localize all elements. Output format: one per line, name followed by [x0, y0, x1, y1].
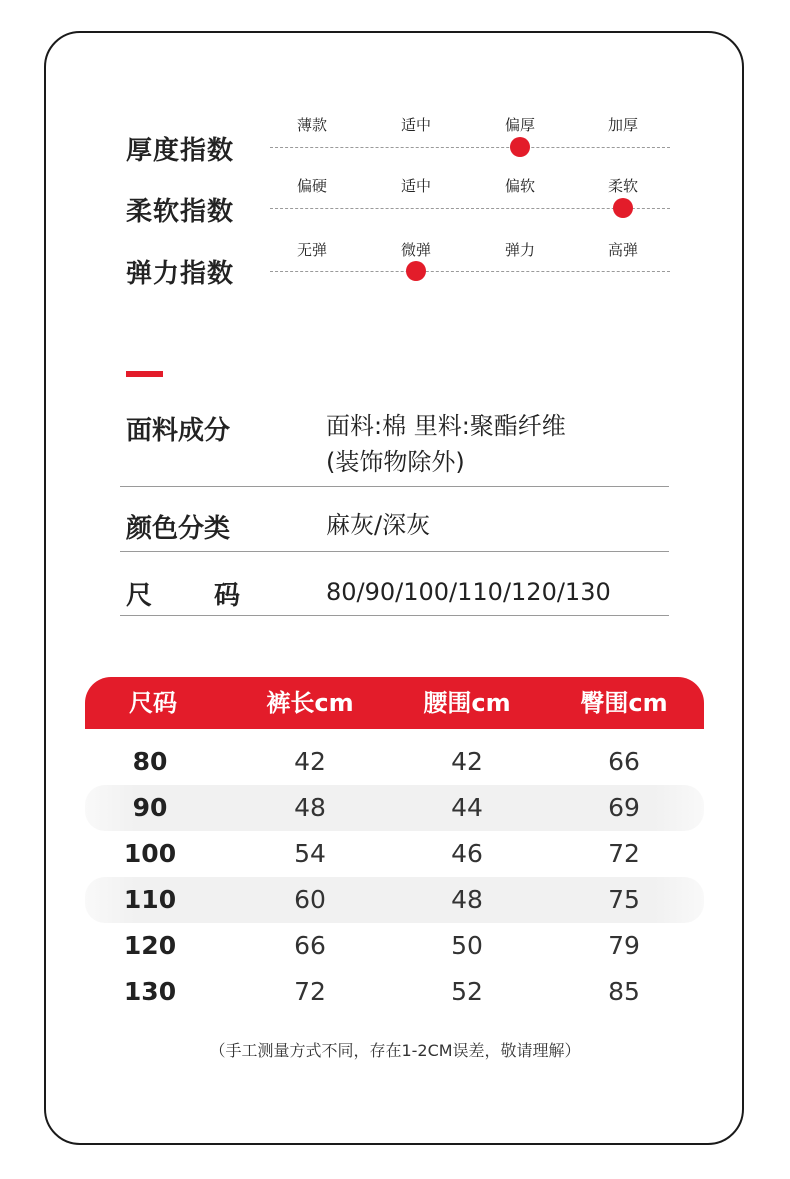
index-option: 偏厚	[504, 116, 535, 134]
table-cell: 48	[294, 793, 326, 822]
spec-value-size: 80/90/100/110/120/130	[326, 578, 611, 606]
table-cell: 72	[608, 839, 640, 868]
table-cell: 50	[451, 931, 483, 960]
table-cell: 110	[123, 885, 177, 914]
table-cell: 100	[123, 839, 177, 868]
spec-label-size-a: 尺	[126, 581, 153, 611]
table-cell: 54	[294, 839, 326, 868]
index-option: 弹力	[504, 241, 535, 259]
column-header: 尺码	[129, 689, 177, 717]
table-cell: 46	[451, 839, 483, 868]
table-row	[85, 831, 704, 877]
table-cell: 44	[451, 793, 483, 822]
index-option: 适中	[400, 116, 431, 134]
divider	[120, 486, 669, 487]
index-option: 加厚	[607, 116, 638, 134]
spec-value-color: 麻灰/深灰	[326, 511, 431, 539]
index-scale-line	[270, 271, 670, 272]
index-name: 柔软指数	[126, 197, 235, 227]
table-cell: 130	[123, 977, 177, 1006]
table-cell: 90	[132, 793, 168, 822]
index-option: 偏硬	[296, 177, 327, 195]
table-cell: 69	[608, 793, 640, 822]
table-cell: 66	[608, 747, 640, 776]
section-accent-bar	[126, 371, 163, 377]
table-cell: 80	[132, 747, 168, 776]
column-header: 腰围cm	[423, 689, 511, 717]
index-option: 薄款	[296, 116, 327, 134]
table-cell: 75	[608, 885, 640, 914]
table-cell: 60	[294, 885, 326, 914]
table-row	[85, 877, 704, 923]
spec-value-fabric-line1: 面料:棉 里料:聚酯纤维	[326, 412, 566, 440]
index-name: 厚度指数	[126, 136, 235, 166]
index-level-marker	[613, 198, 633, 218]
index-option: 柔软	[607, 177, 638, 195]
index-row-thickness	[0, 112, 790, 182]
index-option: 高弹	[607, 241, 638, 259]
index-row-softness	[0, 173, 790, 243]
column-header: 臀围cm	[580, 689, 668, 717]
table-cell: 79	[608, 931, 640, 960]
spec-label-fabric: 面料成分	[126, 416, 231, 446]
table-cell: 66	[294, 931, 326, 960]
index-row-elasticity	[0, 237, 790, 307]
divider	[120, 551, 669, 552]
table-row	[85, 785, 704, 831]
table-cell: 42	[294, 747, 326, 776]
index-scale-line	[270, 208, 670, 209]
index-option: 偏软	[504, 177, 535, 195]
table-cell: 42	[451, 747, 483, 776]
table-cell: 48	[451, 885, 483, 914]
spec-label-color: 颜色分类	[126, 514, 231, 544]
spec-value-fabric-line2: (装饰物除外)	[326, 448, 465, 476]
table-cell: 52	[451, 977, 483, 1006]
index-level-marker	[406, 261, 426, 281]
index-option: 无弹	[296, 241, 327, 259]
column-header: 裤长cm	[266, 689, 354, 717]
index-option: 适中	[400, 177, 431, 195]
table-row	[85, 969, 704, 1015]
table-row	[85, 739, 704, 785]
index-option: 微弹	[400, 241, 431, 259]
index-level-marker	[510, 137, 530, 157]
measurement-note: （手工测量方式不同，存在1-2CM误差，敬请理解）	[209, 1041, 581, 1060]
divider	[120, 615, 669, 616]
table-row	[85, 923, 704, 969]
index-name: 弹力指数	[126, 259, 235, 289]
table-cell: 120	[123, 931, 177, 960]
spec-label-size-b: 码	[214, 581, 241, 611]
table-cell: 72	[294, 977, 326, 1006]
table-cell: 85	[608, 977, 640, 1006]
index-scale-line	[270, 147, 670, 148]
size-table-header	[85, 677, 704, 729]
